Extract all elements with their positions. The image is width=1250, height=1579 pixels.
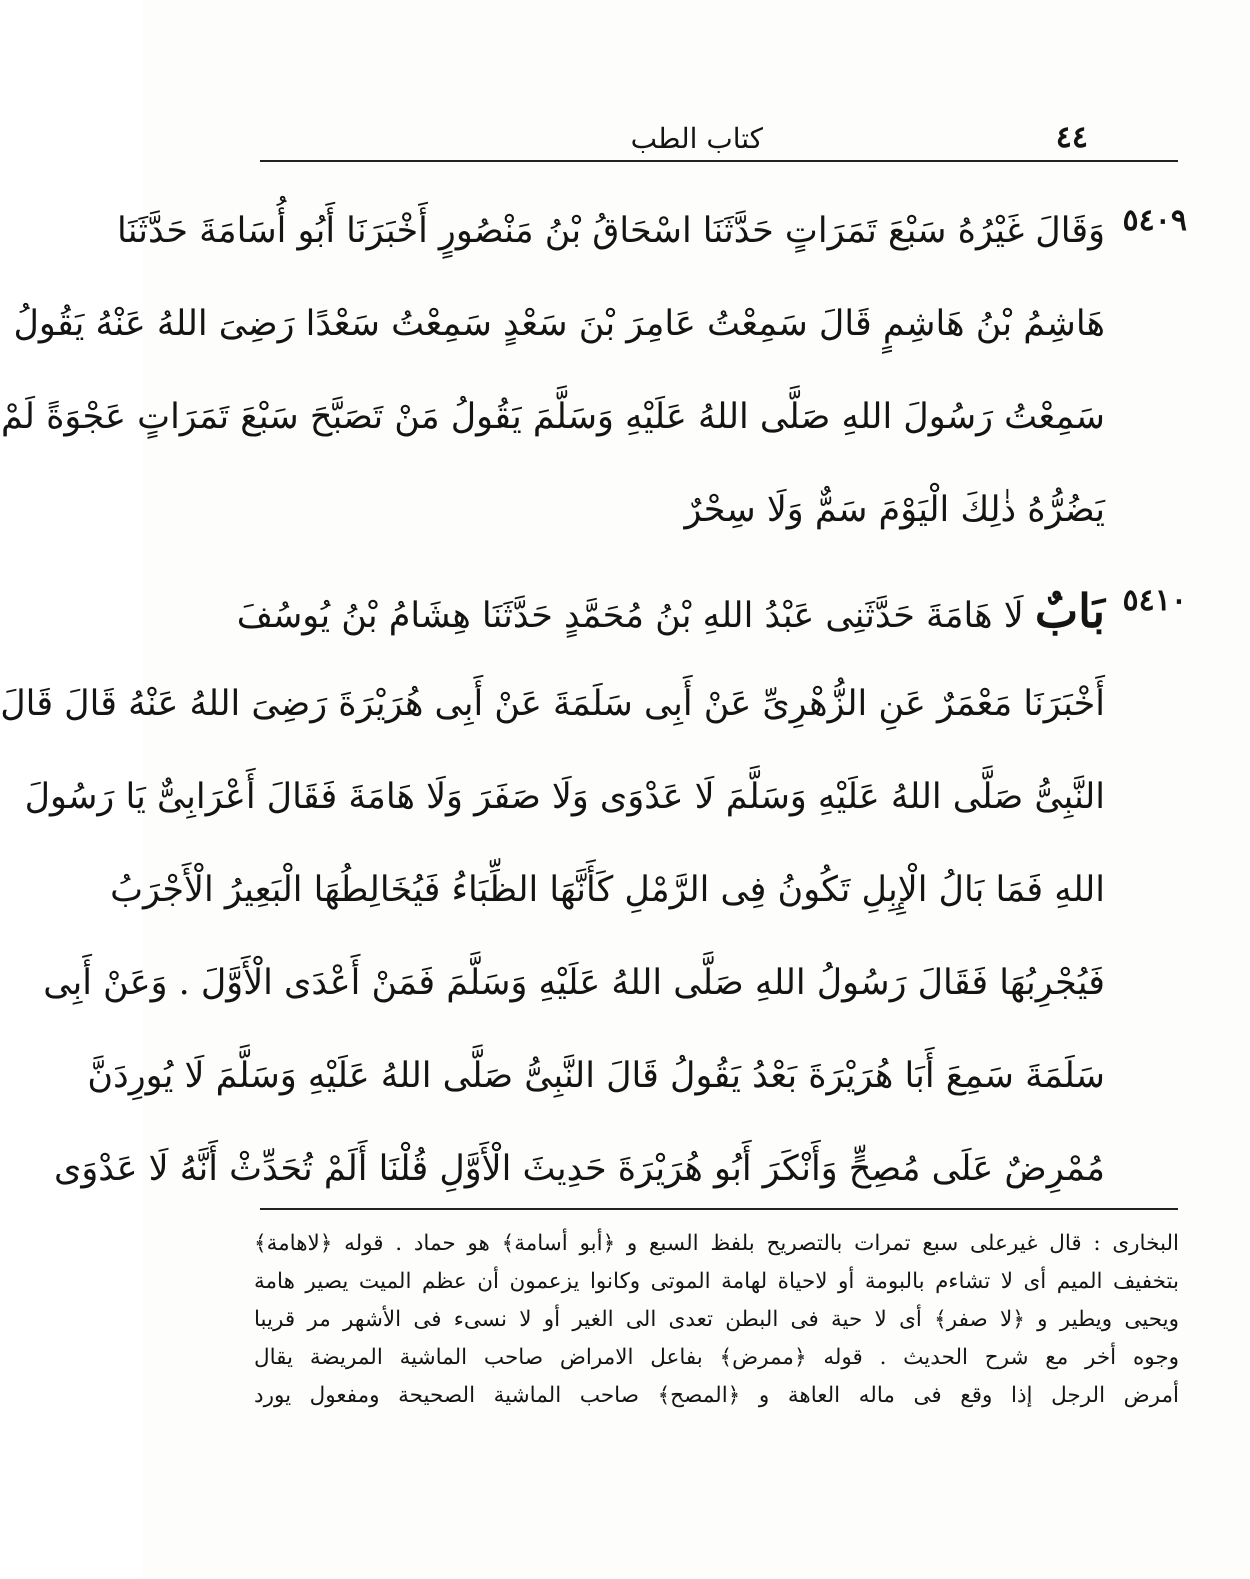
footnote-line: البخارى : قال غيرعلى سبع تمرات بالتصريح بلفظ السبع و ﴿أبو أسامة﴾ هو حماد . قوله ﴿لاهامة﴾ (254, 1231, 1179, 1256)
hadith-line-text: لَا هَامَةَ حَدَّثَنِى عَبْدُ اللهِ بْنُ مُحَمَّدٍ حَدَّثَنَا هِشَامُ بْنُ يُوسُفَ (236, 596, 1024, 636)
hadith-number: ٥٤١٠ (1122, 583, 1187, 618)
hadith-line: هَاشِمُ بْنُ هَاشِمٍ قَالَ سَمِعْتُ عَامِرَ بْنَ سَعْدٍ سَمِعْتُ سَعْدًا رَضِىَ اللهُ عَنْهُ يَقُولُ (13, 304, 1105, 344)
hadith-number: ٥٤٠٩ (1122, 203, 1187, 238)
hadith-line: سَمِعْتُ رَسُولَ اللهِ صَلَّى اللهُ عَلَيْهِ وَسَلَّمَ يَقُولُ مَنْ تَصَبَّحَ سَبْعَ تَمَرَاتٍ عَجْوَةً لَمْ (1, 397, 1105, 437)
main-text (0, 185, 1187, 1216)
hadith-line: مُمْرِضٌ عَلَى مُصِحٍّ وَأَنْكَرَ أَبُو هُرَيْرَةَ حَدِيثَ الْأَوَّلِ قُلْنَا أَلَمْ تُحَدِّثْ أَنَّهُ لَا عَدْوَى (53, 1149, 1105, 1189)
book-title: كتاب الطب (630, 122, 763, 155)
hadith-line-first (236, 565, 1105, 658)
hadith-line: وَقَالَ غَيْرُهُ سَبْعَ تَمَرَاتٍ حَدَّثَنَا اسْحَاقُ بْنُ مَنْصُورٍ أَخْبَرَنَا أَبُو أُسَامَةَ حَدَّثَنَا (117, 211, 1105, 251)
footnote-rule (260, 1208, 1178, 1210)
footnote (254, 1225, 1179, 1415)
running-header (260, 118, 1178, 162)
header-rule (260, 160, 1178, 162)
hadith-line: فَيُجْرِبُهَا فَقَالَ رَسُولُ اللهِ صَلَّى اللهُ عَلَيْهِ وَسَلَّمَ فَمَنْ أَعْدَى الْأَوَّلَ . وَعَنْ أَبِى (43, 963, 1105, 1003)
hadith-line: سَلَمَةَ سَمِعَ أَبَا هُرَيْرَةَ بَعْدُ يَقُولُ قَالَ النَّبِىُّ صَلَّى اللهُ عَلَيْهِ وَسَلَّمَ لَا يُورِدَنَّ (87, 1056, 1105, 1096)
hadith-line: النَّبِىُّ صَلَّى اللهُ عَلَيْهِ وَسَلَّمَ لَا عَدْوَى وَلَا صَفَرَ وَلَا هَامَةَ فَقَالَ أَعْرَابِىٌّ يَا رَسُولَ (24, 777, 1105, 817)
hadith-line: يَضُرُّهُ ذٰلِكَ الْيَوْمَ سَمٌّ وَلَا سِحْرٌ (684, 490, 1105, 530)
hadith-line: اللهِ فَمَا بَالُ الْإِبِلِ تَكُونُ فِى الرَّمْلِ كَأَنَّهَا الظِّبَاءُ فَيُخَالِطُهَا الْبَعِيرُ الْأَجْرَبُ (110, 870, 1105, 910)
footnote-line: أمرض الرجل إذا وقع فى ماله العاهة و ﴿المصح﴾ صاحب الماشية الصحيحة ومفعول يورد (254, 1383, 1179, 1408)
hadith-5410 (0, 565, 1187, 1216)
hadith-5409 (1, 185, 1187, 557)
bab-heading: بَابٌ (1034, 584, 1105, 638)
footnote-line: وجوه أخر مع شرح الحديث . قوله ﴿ممرض﴾ بفاعل الامراض صاحب الماشية المريضة يقال (254, 1345, 1179, 1370)
footnote-line: بتخفيف الميم أى لا تشاءم بالبومة أو لاحياة لهامة الموتى وكانوا يزعمون أن عظم الميت يصير هامة (254, 1269, 1179, 1294)
footnote-line: ويحيى ويطير و ﴿لا صفر﴾ أى لا حية فى البطن تعدى الى الغير أو لا نسىء فى الأشهر مر قريبا (254, 1307, 1179, 1332)
page-number: ٤٤ (1055, 120, 1088, 155)
hadith-line: أَخْبَرَنَا مَعْمَرٌ عَنِ الزُّهْرِىِّ عَنْ أَبِى سَلَمَةَ عَنْ أَبِى هُرَيْرَةَ رَضِىَ اللهُ عَنْهُ قَالَ قَالَ (0, 684, 1105, 724)
